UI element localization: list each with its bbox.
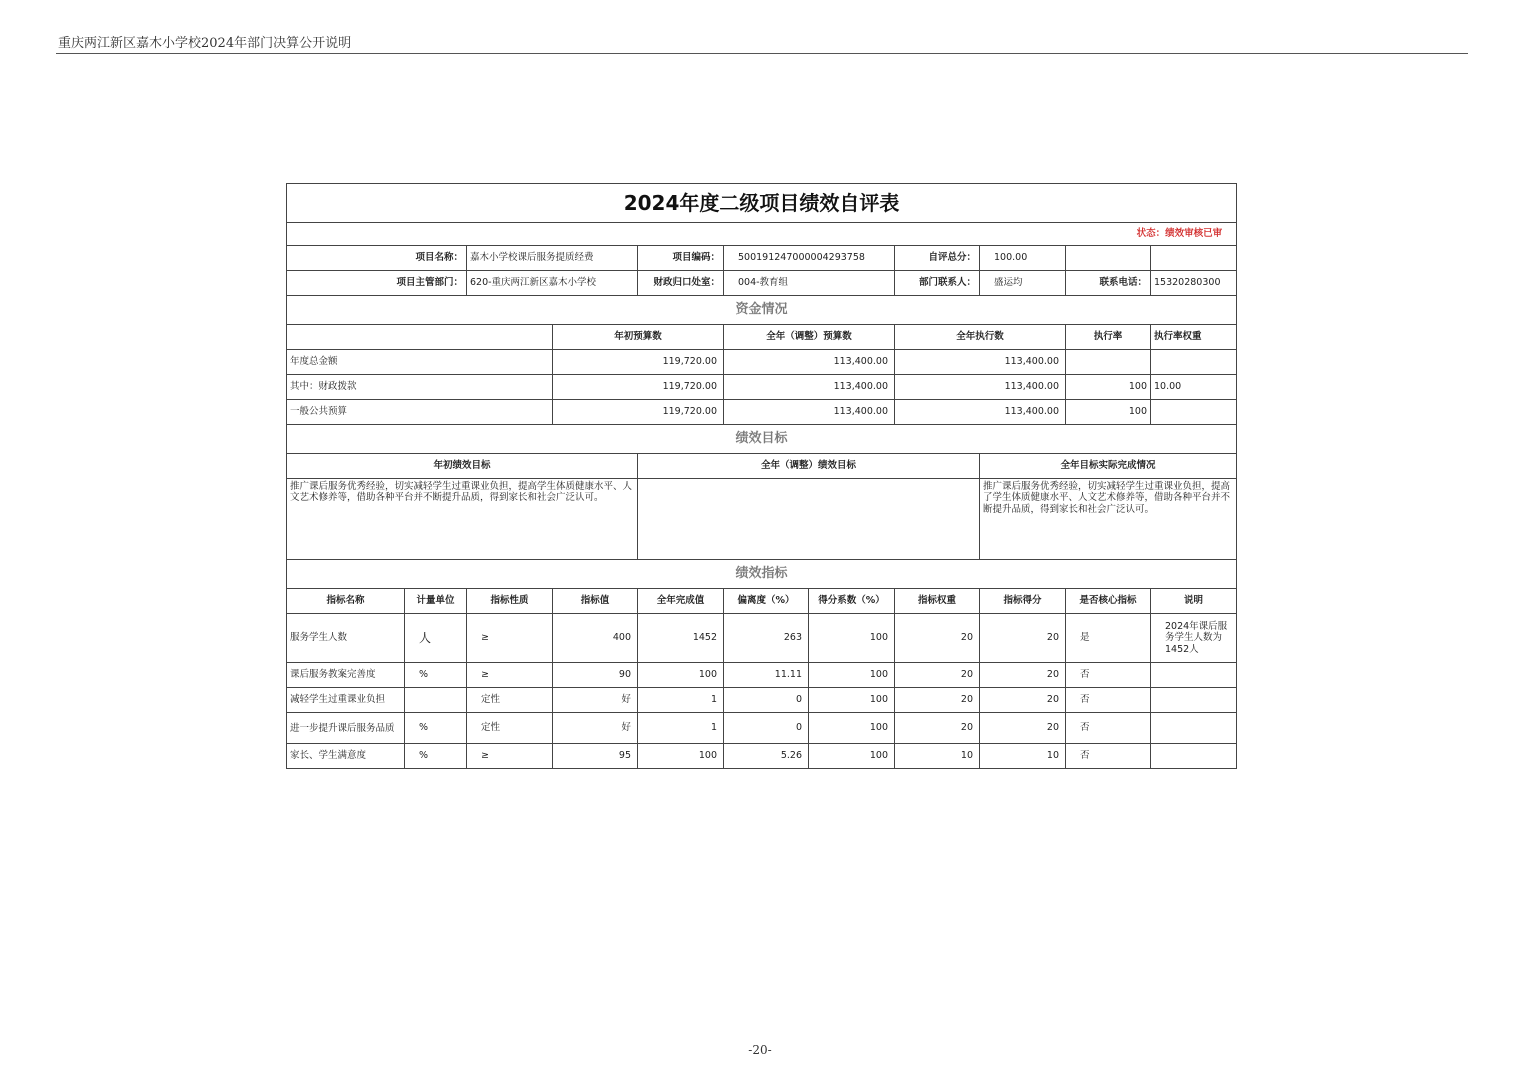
indicator-weight: 20 <box>895 688 980 713</box>
funds-row-executed: 113,400.00 <box>895 400 1066 425</box>
funds-header-rate: 执行率 <box>1066 325 1151 350</box>
self-score-label: 自评总分： <box>895 246 980 271</box>
funds-header-initial: 年初预算数 <box>553 325 724 350</box>
indicators-section-title: 绩效指标 <box>287 560 1237 589</box>
empty-cell <box>1066 246 1151 271</box>
indicator-core: 否 <box>1066 663 1151 688</box>
indicator-core: 否 <box>1066 744 1151 769</box>
indicator-deviation: 0 <box>724 713 809 744</box>
project-name-value: 嘉木小学校课后服务提质经费 <box>467 246 638 271</box>
indicator-note <box>1151 744 1237 769</box>
funds-row-executed: 113,400.00 <box>895 375 1066 400</box>
indicator-header-coefficient: 得分系数（%） <box>809 589 895 614</box>
contact-value: 盛运均 <box>980 271 1066 296</box>
self-score-value: 100.00 <box>980 246 1066 271</box>
indicator-row <box>287 688 1237 713</box>
funds-row-name: 一般公共预算 <box>287 400 553 425</box>
funds-section-title: 资金情况 <box>287 296 1237 325</box>
indicator-score: 20 <box>980 688 1066 713</box>
indicator-coefficient: 100 <box>809 663 895 688</box>
indicator-header-deviation: 偏离度（%） <box>724 589 809 614</box>
indicator-nature: 定性 <box>467 713 553 744</box>
indicator-unit: % <box>405 744 467 769</box>
goals-header-actual: 全年目标实际完成情况 <box>980 454 1237 479</box>
funds-row-initial: 119,720.00 <box>553 375 724 400</box>
funds-row-adjusted: 113,400.00 <box>724 350 895 375</box>
indicator-nature: ≥ <box>467 663 553 688</box>
indicator-target: 400 <box>553 614 638 663</box>
funds-row-adjusted: 113,400.00 <box>724 400 895 425</box>
indicator-weight: 20 <box>895 713 980 744</box>
indicator-header-target: 指标值 <box>553 589 638 614</box>
indicator-target: 好 <box>553 688 638 713</box>
funds-row-executed: 113,400.00 <box>895 350 1066 375</box>
indicator-weight: 10 <box>895 744 980 769</box>
indicator-coefficient: 100 <box>809 713 895 744</box>
indicator-header-weight: 指标权重 <box>895 589 980 614</box>
funds-header-adjusted: 全年（调整）预算数 <box>724 325 895 350</box>
goals-header-initial: 年初绩效目标 <box>287 454 638 479</box>
funds-row <box>287 375 1237 400</box>
funds-row-initial: 119,720.00 <box>553 350 724 375</box>
department-label: 项目主管部门： <box>287 271 467 296</box>
contact-label: 部门联系人： <box>895 271 980 296</box>
page-number: -20- <box>748 1043 772 1057</box>
indicator-actual: 1 <box>638 688 724 713</box>
indicator-note <box>1151 713 1237 744</box>
indicator-nature: ≥ <box>467 744 553 769</box>
funds-row-weight: 10.00 <box>1151 375 1237 400</box>
indicator-name: 服务学生人数 <box>287 614 405 663</box>
project-code-label: 项目编码： <box>638 246 724 271</box>
funds-row-adjusted: 113,400.00 <box>724 375 895 400</box>
indicator-deviation: 11.11 <box>724 663 809 688</box>
indicator-core: 是 <box>1066 614 1151 663</box>
indicator-actual: 100 <box>638 663 724 688</box>
funds-row-initial: 119,720.00 <box>553 400 724 425</box>
goals-adjusted-text <box>638 479 980 560</box>
indicator-actual: 1 <box>638 713 724 744</box>
funds-header-executed: 全年执行数 <box>895 325 1066 350</box>
header-divider <box>56 53 1468 54</box>
indicator-actual: 100 <box>638 744 724 769</box>
funds-header-blank <box>287 325 553 350</box>
indicator-unit: % <box>405 663 467 688</box>
indicator-score: 20 <box>980 663 1066 688</box>
indicator-score: 20 <box>980 713 1066 744</box>
funds-row <box>287 400 1237 425</box>
goals-section-title: 绩效目标 <box>287 425 1237 454</box>
indicator-header-core: 是否核心指标 <box>1066 589 1151 614</box>
indicator-score: 10 <box>980 744 1066 769</box>
indicator-name: 减轻学生过重课业负担 <box>287 688 405 713</box>
indicator-unit: % <box>405 713 467 744</box>
indicator-unit: 人 <box>405 614 467 663</box>
indicator-coefficient: 100 <box>809 688 895 713</box>
indicator-weight: 20 <box>895 614 980 663</box>
funds-row-weight <box>1151 400 1237 425</box>
indicator-core: 否 <box>1066 688 1151 713</box>
indicator-note <box>1151 663 1237 688</box>
funds-row-rate <box>1066 350 1151 375</box>
indicator-row <box>287 744 1237 769</box>
funds-row <box>287 350 1237 375</box>
form-title: 2024年度二级项目绩效自评表 <box>287 184 1237 223</box>
goals-actual-text: 推广课后服务优秀经验，切实减轻学生过重课业负担，提高了学生体质健康水平、人文艺术修养等，借助各种平台并不断提升品质，得到家长和社会广泛认可。 <box>980 479 1237 560</box>
indicator-header-nature: 指标性质 <box>467 589 553 614</box>
indicator-actual: 1452 <box>638 614 724 663</box>
department-value: 620-重庆两江新区嘉木小学校 <box>467 271 638 296</box>
indicator-core: 否 <box>1066 713 1151 744</box>
indicator-unit <box>405 688 467 713</box>
indicator-name: 课后服务教案完善度 <box>287 663 405 688</box>
status-badge: 状态：绩效审核已审 <box>287 223 1237 246</box>
indicator-score: 20 <box>980 614 1066 663</box>
phone-value: 15320280300 <box>1151 271 1237 296</box>
indicator-weight: 20 <box>895 663 980 688</box>
indicator-coefficient: 100 <box>809 744 895 769</box>
finance-office-label: 财政归口处室： <box>638 271 724 296</box>
indicator-note <box>1151 688 1237 713</box>
indicator-target: 95 <box>553 744 638 769</box>
performance-evaluation-form <box>286 183 1237 769</box>
indicator-deviation: 263 <box>724 614 809 663</box>
indicator-deviation: 5.26 <box>724 744 809 769</box>
indicator-nature: 定性 <box>467 688 553 713</box>
indicator-nature: ≥ <box>467 614 553 663</box>
project-code-value: 500191247000004293758 <box>724 246 895 271</box>
indicator-row <box>287 713 1237 744</box>
indicator-deviation: 0 <box>724 688 809 713</box>
goals-initial-text: 推广课后服务优秀经验，切实减轻学生过重课业负担，提高学生体质健康水平、人文艺术修养等，借助各种平台并不断提升品质，得到家长和社会广泛认可。 <box>287 479 638 560</box>
funds-row-name: 其中：财政拨款 <box>287 375 553 400</box>
indicator-header-unit: 计量单位 <box>405 589 467 614</box>
indicator-row <box>287 614 1237 663</box>
goals-header-adjusted: 全年（调整）绩效目标 <box>638 454 980 479</box>
indicator-header-actual: 全年完成值 <box>638 589 724 614</box>
empty-cell <box>1151 246 1237 271</box>
indicator-header-name: 指标名称 <box>287 589 405 614</box>
project-name-label: 项目名称： <box>287 246 467 271</box>
funds-header-weight: 执行率权重 <box>1151 325 1237 350</box>
indicator-name: 家长、学生满意度 <box>287 744 405 769</box>
indicator-row <box>287 663 1237 688</box>
phone-label: 联系电话： <box>1066 271 1151 296</box>
indicator-header-score: 指标得分 <box>980 589 1066 614</box>
indicator-name: 进一步提升课后服务品质 <box>287 713 405 744</box>
indicator-header-note: 说明 <box>1151 589 1237 614</box>
indicator-target: 好 <box>553 713 638 744</box>
funds-row-name: 年度总金额 <box>287 350 553 375</box>
finance-office-value: 004-教育组 <box>724 271 895 296</box>
document-header-title: 重庆两江新区嘉木小学校2024年部门决算公开说明 <box>58 36 352 51</box>
funds-row-rate: 100 <box>1066 400 1151 425</box>
funds-row-weight <box>1151 350 1237 375</box>
indicator-note: 2024年课后服务学生人数为1452人 <box>1151 614 1237 663</box>
funds-row-rate: 100 <box>1066 375 1151 400</box>
indicator-coefficient: 100 <box>809 614 895 663</box>
indicator-target: 90 <box>553 663 638 688</box>
